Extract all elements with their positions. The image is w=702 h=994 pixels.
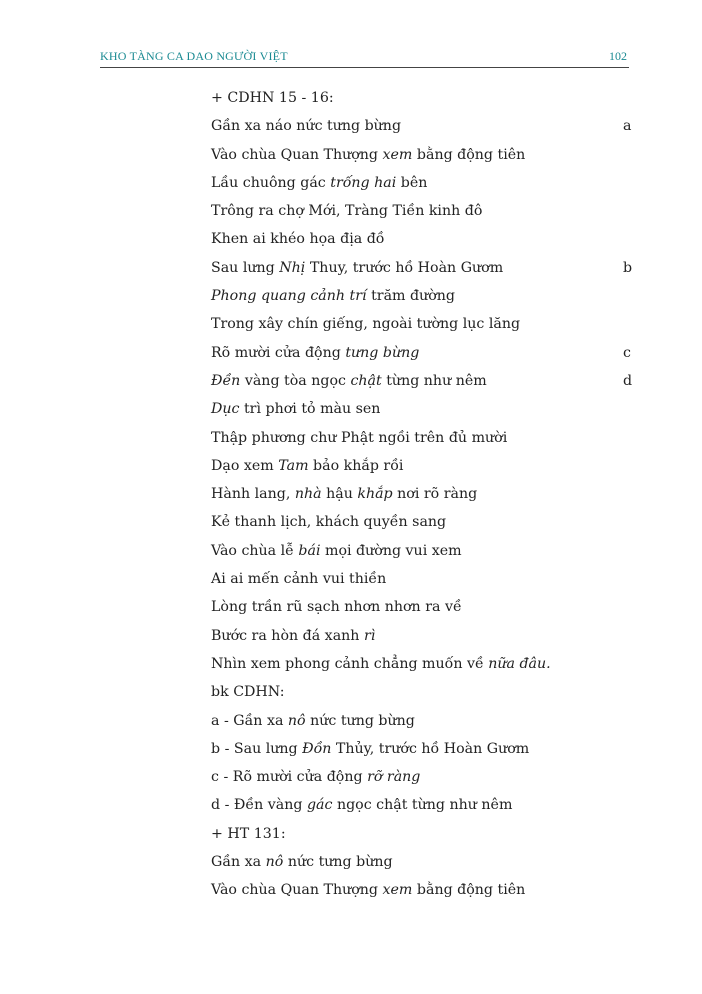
line-text: trì phơi tỏ màu sen	[239, 401, 381, 418]
text-line	[211, 480, 631, 508]
text-line	[211, 282, 631, 310]
line-text: Kẻ thanh lịch, khách quyền sang	[211, 514, 447, 531]
line-text: bằng động tiên	[412, 882, 526, 899]
variant-marker: a	[623, 118, 632, 135]
variant-marker: b	[623, 259, 633, 276]
line-text: Vào chùa lễ	[211, 542, 299, 559]
line-text: vàng tòa ngọc	[240, 372, 351, 389]
italic-text: tưng bừng	[345, 344, 420, 361]
italic-text: trống hai	[330, 174, 397, 191]
italic-text: gác	[306, 797, 333, 814]
text-line	[211, 820, 631, 848]
line-text: Rõ mười cửa động	[211, 344, 346, 361]
text-line	[211, 537, 631, 565]
text-line	[211, 169, 631, 197]
text-line	[211, 254, 631, 282]
text-line	[211, 593, 631, 621]
line-text: Lầu chuông gác	[211, 174, 331, 191]
text-line	[211, 735, 631, 763]
text-line	[211, 310, 631, 338]
italic-text: nô	[287, 712, 306, 729]
running-header	[100, 47, 629, 68]
text-line	[211, 452, 631, 480]
text-line	[211, 622, 631, 650]
line-text: bảo khắp rồi	[308, 457, 404, 474]
variant-marker: c	[623, 344, 631, 361]
text-line	[211, 848, 631, 876]
italic-text: rỡ ràng	[367, 769, 421, 786]
page-number: 102	[609, 49, 627, 63]
text-line	[211, 339, 631, 367]
variant-marker: d	[623, 372, 633, 389]
line-text: hậu	[321, 486, 358, 503]
line-text: c - Rõ mười cửa động	[211, 769, 368, 786]
line-text: từng như nêm	[381, 372, 487, 389]
line-text: Lòng trần rũ sạch nhơn nhơn ra về	[211, 599, 462, 616]
line-text: bằng động tiên	[412, 146, 526, 163]
italic-text: Đồn	[302, 740, 332, 757]
line-text: Nhìn xem phong cảnh chẳng muốn về	[211, 655, 489, 672]
poem-body	[211, 84, 631, 905]
line-text: Vào chùa Quan Thượng	[211, 882, 383, 899]
text-line	[211, 876, 631, 904]
line-text: nức tưng bừng	[305, 712, 415, 729]
line-text: Thủy, trước hồ Hoàn Gươm	[331, 740, 530, 757]
line-text: nơi rõ ràng	[392, 486, 478, 503]
line-text: mọi đường vui xem	[320, 542, 462, 559]
italic-text: Đền	[211, 372, 241, 389]
line-text: Gần xa náo nức tưng bừng	[211, 118, 402, 135]
text-line	[211, 650, 631, 678]
italic-text: bái	[298, 542, 321, 559]
text-line	[211, 424, 631, 452]
italic-text: chật	[350, 372, 382, 389]
italic-text: Phong quang cảnh trí	[211, 288, 367, 305]
text-line	[211, 678, 631, 706]
line-text: Trông ra chợ Mới, Tràng Tiền kinh đô	[211, 203, 483, 220]
italic-text: xem	[382, 882, 413, 899]
line-text: bên	[396, 174, 428, 191]
italic-text: Nhị	[279, 259, 306, 276]
text-line	[211, 225, 631, 253]
text-line	[211, 791, 631, 819]
italic-text: Tam	[278, 457, 309, 474]
italic-text: nhà	[294, 486, 322, 503]
text-line	[211, 395, 631, 423]
italic-text: nô	[265, 854, 284, 871]
text-line	[211, 565, 631, 593]
line-text: Thuy, trước hồ Hoàn Gươm	[305, 259, 504, 276]
line-text: Ai ai mến cảnh vui thiền	[211, 571, 387, 588]
italic-text: rì	[363, 627, 376, 644]
line-text: Bước ra hòn đá xanh	[211, 627, 364, 644]
italic-text: xem	[382, 146, 413, 163]
italic-text: Dục	[211, 401, 240, 418]
text-line	[211, 508, 631, 536]
line-text: Hành lang,	[211, 486, 295, 503]
line-text: Gần xa	[211, 854, 266, 871]
italic-text: khắp	[357, 486, 393, 503]
text-line	[211, 707, 631, 735]
italic-text: nữa đâu.	[488, 655, 551, 672]
line-text: nức tưng bừng	[283, 854, 393, 871]
line-text: b - Sau lưng	[211, 740, 303, 757]
line-text: Sau lưng	[211, 259, 280, 276]
line-text: bk CDHN:	[211, 684, 285, 701]
line-text: ngọc chật từng như nêm	[332, 797, 513, 814]
line-text: Khen ai khéo họa địa đồ	[211, 231, 385, 248]
line-text: a - Gần xa	[211, 712, 288, 729]
text-line	[211, 112, 631, 140]
text-line	[211, 84, 631, 112]
book-title: KHO TÀNG CA DAO NGƯỜI VIỆT	[100, 49, 288, 63]
line-text: trăm đường	[366, 288, 455, 305]
text-line	[211, 367, 631, 395]
line-text: Vào chùa Quan Thượng	[211, 146, 383, 163]
line-text: + CDHN 15 - 16:	[211, 90, 334, 106]
line-text: Dạo xem	[211, 457, 279, 474]
line-text: + HT 131:	[211, 825, 286, 842]
line-text: d - Đền vàng	[211, 797, 307, 814]
line-text: Trong xây chín giếng, ngoài tường lục lăng	[211, 316, 521, 333]
line-text: Thập phương chư Phật ngồi trên đủ mười	[211, 429, 508, 446]
text-line	[211, 197, 631, 225]
text-line	[211, 763, 631, 791]
text-line	[211, 141, 631, 169]
